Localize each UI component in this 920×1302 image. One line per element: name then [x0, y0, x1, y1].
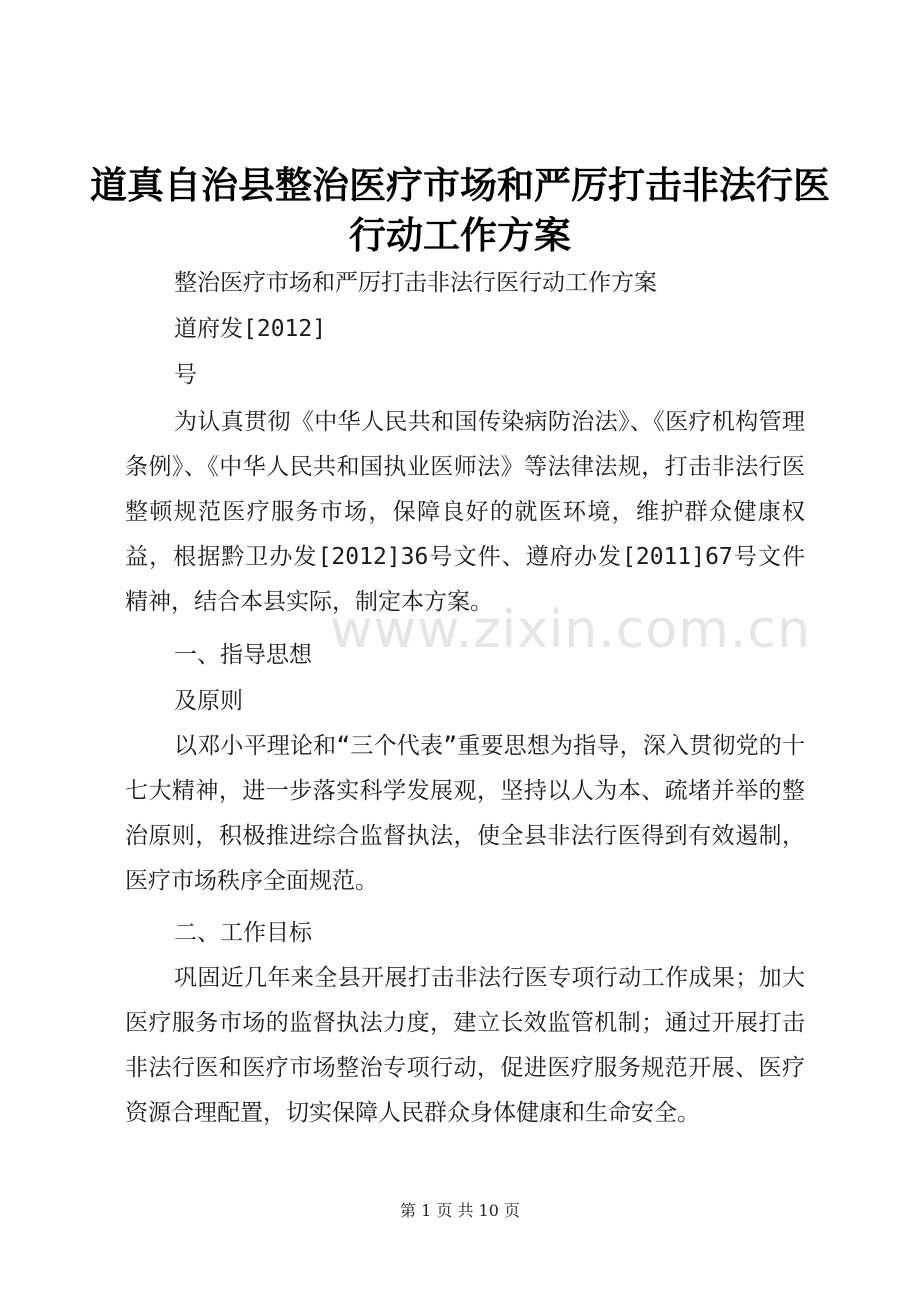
- document-title-line-2: 行动工作方案: [349, 213, 571, 257]
- section-2-heading: 二、工作目标: [174, 920, 312, 946]
- section-1-body: 以邓小平理论和“三个代表”重要思想为指导，深入贯彻党的十七大精神，进一步落实科学发展观，坚持以人为本、疏堵并举的整治原则，积极推进综合监督执法，使全县非法行医得到有效遏制，医疗市场秩序全面规范。: [125, 733, 805, 894]
- document-number-suffix: 号: [174, 362, 197, 388]
- watermark: www.zixin.com.cn: [330, 600, 811, 660]
- section-1-heading: 一、指导思想: [174, 642, 312, 668]
- page-footer: 第 1 页 共 10 页: [400, 1201, 520, 1220]
- section-1-heading-continued: 及原则: [174, 688, 243, 714]
- document-number: 道府发[2012]: [174, 316, 327, 342]
- document-subtitle: 整治医疗市场和严厉打击非法行医行动工作方案: [174, 270, 657, 296]
- intro-paragraph: 为认真贯彻《中华人民共和国传染病防治法》、《医疗机构管理条例》、《中华人民共和国执业医师法》等法律法规，打击非法行医整顿规范医疗服务市场，保障良好的就医环境，维护群众健康权益，根据黔卫办发[2012]36号文件、遵府办发[2011]67号文件精神，结合本县实际，制定本方案。: [125, 409, 805, 615]
- section-2-body: 巩固近几年来全县开展打击非法行医专项行动工作成果；加大医疗服务市场的监督执法力度，建立长效监管机制；通过开展打击非法行医和医疗市场整治专项行动，促进医疗服务规范开展、医疗资源合理配置，切实保障人民群众身体健康和生命安全。: [125, 965, 805, 1126]
- document-title-line-1: 道真自治县整治医疗市场和严厉打击非法行医: [90, 163, 830, 207]
